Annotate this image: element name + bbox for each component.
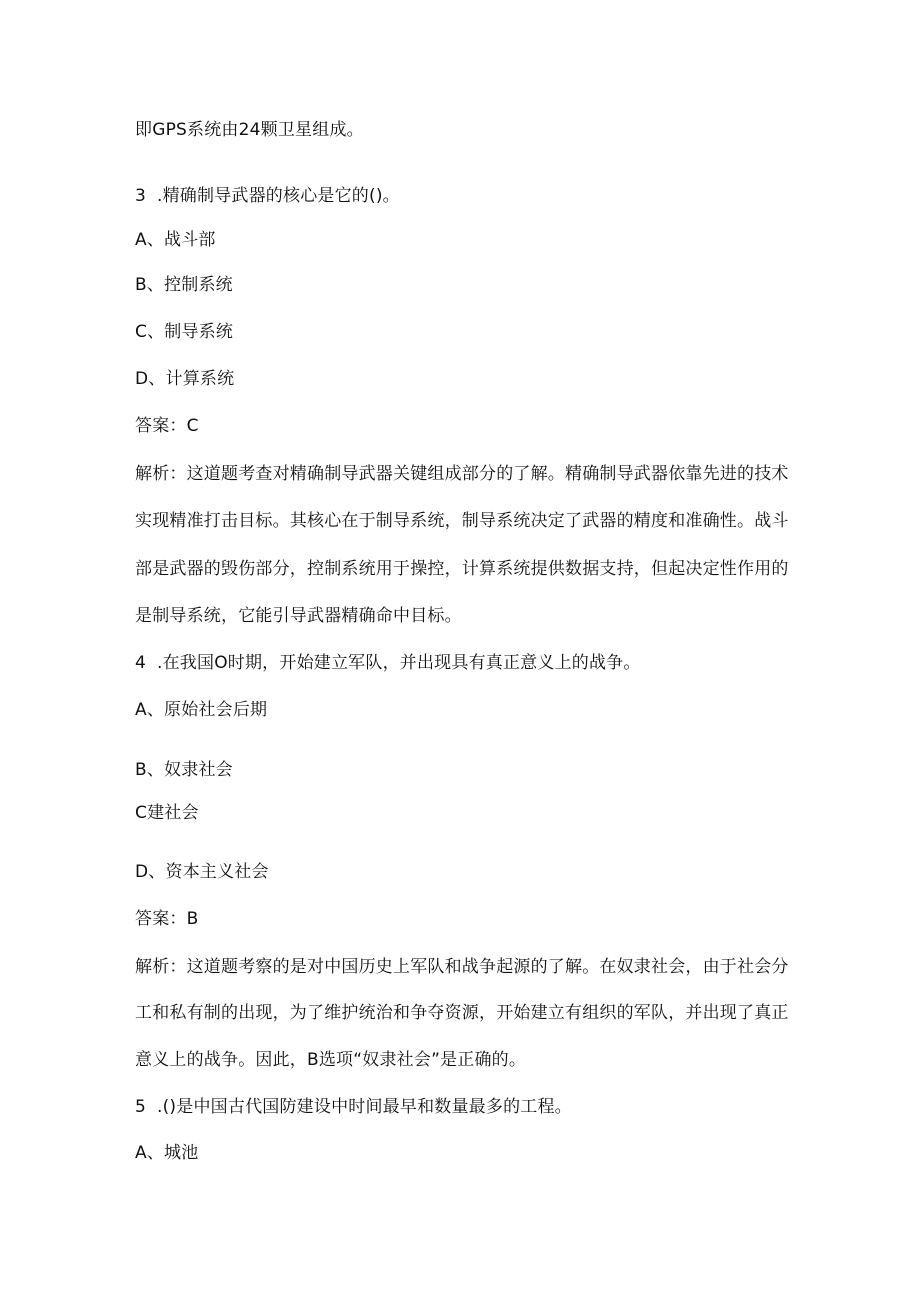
question-text: .精确制导武器的核心是它的()。 [157, 186, 400, 206]
question-3 [135, 184, 795, 208]
explanation-line: 工和私有制的出现，为了维护统治和争夺资源，开始建立有组织的军队，并出现了真正 [135, 1003, 789, 1023]
question-text: .在我国O时期，开始建立军队，并出现具有真正意义上的战争。 [157, 653, 641, 673]
option-b: B、控制系统 [135, 275, 233, 295]
explanation-line: 解析：这道题考察的是对中国历史上军队和战争起源的了解。在奴隶社会，由于社会分 [135, 957, 789, 977]
explanation-line: 是制导系统，它能引导武器精确命中目标。 [135, 606, 462, 626]
question-number: 3 [135, 186, 147, 206]
explanation-line: 解析：这道题考查对精确制导武器关键组成部分的了解。精确制导武器依靠先进的技术 [135, 464, 789, 484]
question-number: 4 [135, 653, 147, 673]
answer: 答案：C [135, 416, 199, 436]
explanation-line: 实现精准打击目标。其核心在于制导系统，制导系统决定了武器的精度和准确性。战斗 [135, 511, 789, 531]
option-c: C建社会 [135, 803, 199, 823]
option-b: B、奴隶社会 [135, 760, 233, 780]
text-line: 即GPS系统由24颗卫星组成。 [135, 120, 364, 140]
option-c: C、制导系统 [135, 322, 234, 342]
question-4 [135, 651, 795, 675]
option-a: A、城池 [135, 1143, 199, 1163]
question-text: .()是中国古代国防建设中时间最早和数量最多的工程。 [157, 1097, 572, 1117]
option-a: A、原始社会后期 [135, 700, 268, 720]
option-d: D、资本主义社会 [135, 862, 269, 882]
explanation-line: 部是武器的毁伤部分，控制系统用于操控，计算系统提供数据支持，但起决定性作用的 [135, 559, 789, 579]
question-number: 5 [135, 1097, 147, 1117]
explanation-line: 意义上的战争。因此，B选项“奴隶社会”是正确的。 [135, 1050, 527, 1070]
option-a: A、战斗部 [135, 230, 216, 250]
answer: 答案：B [135, 909, 199, 929]
question-5 [135, 1095, 795, 1119]
option-d: D、计算系统 [135, 369, 235, 389]
